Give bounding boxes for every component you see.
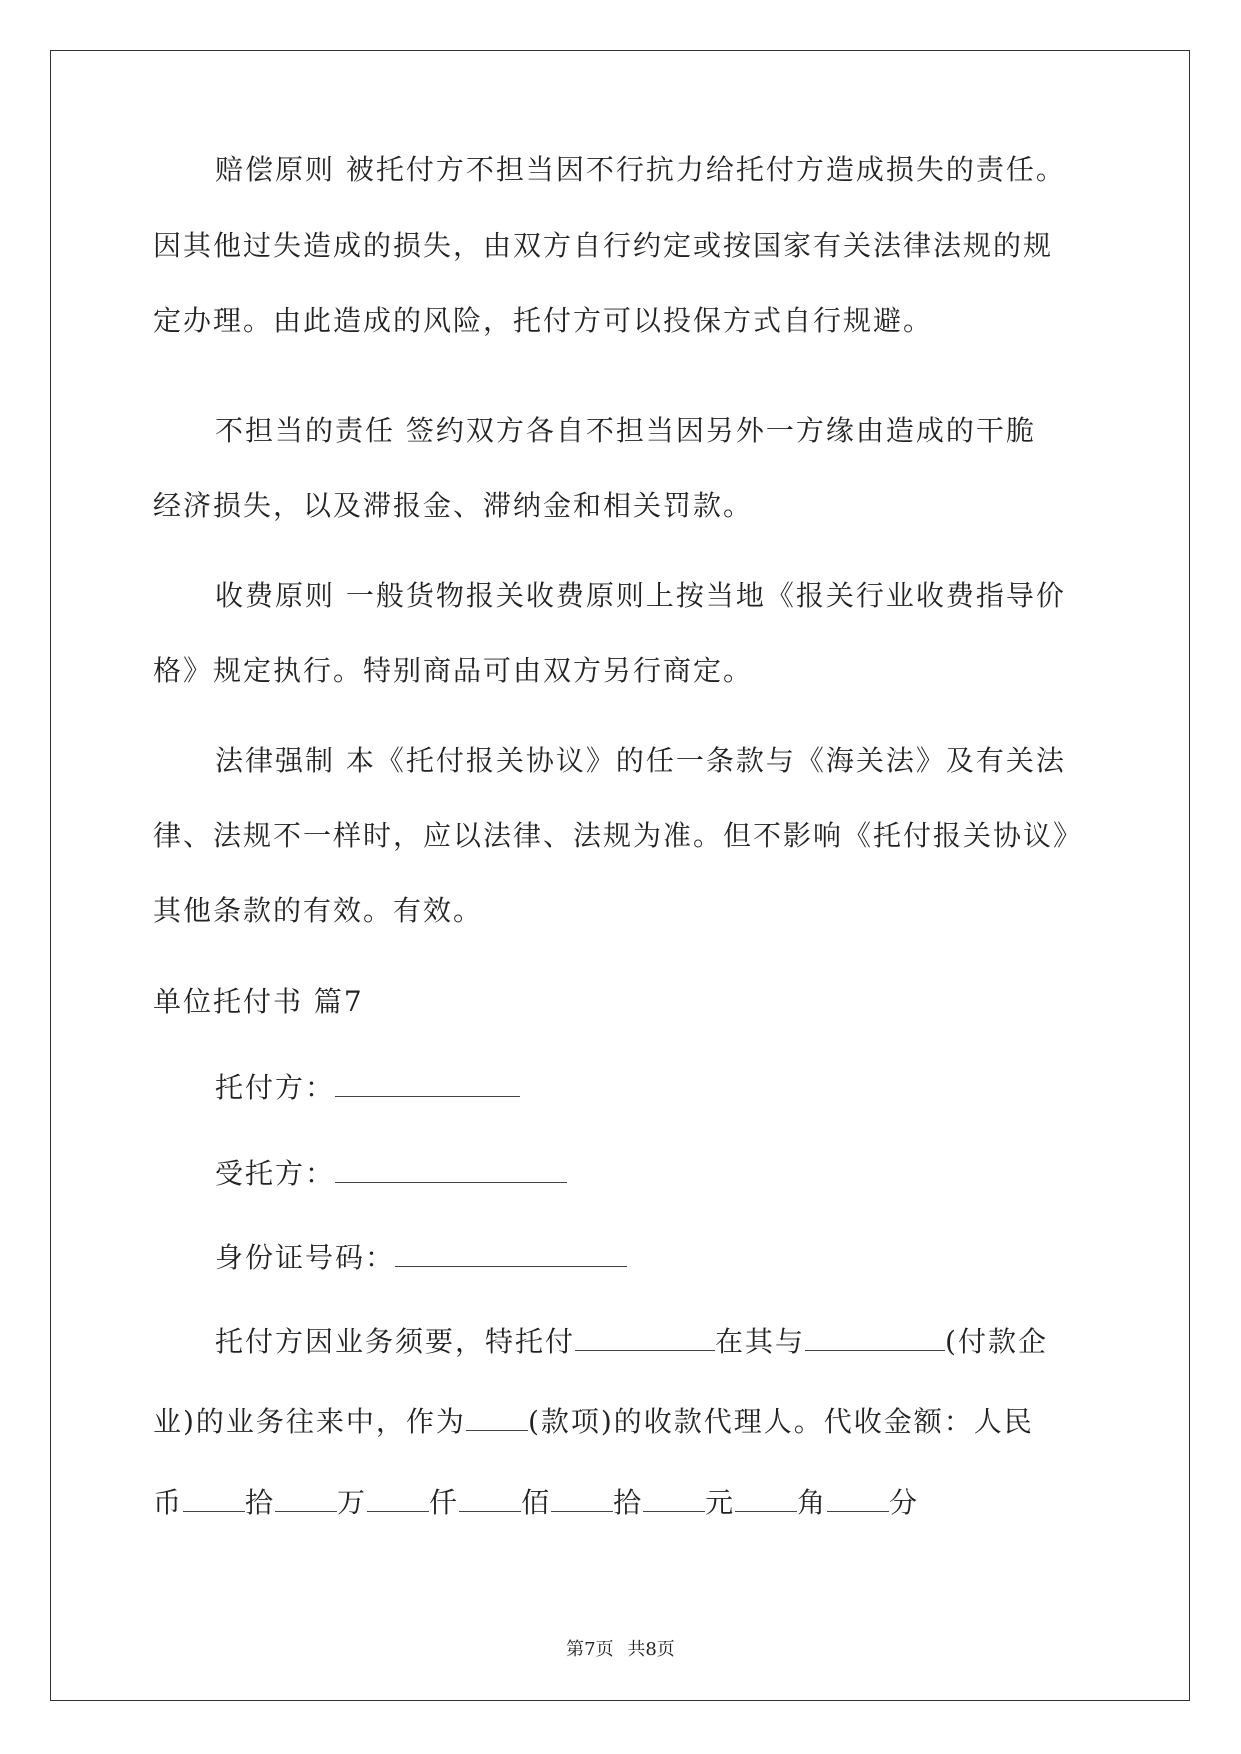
body-text: 在其与 <box>715 1325 806 1358</box>
text-line: 收费原则 一般货物报关收费原则上按当地《报关行业收费指导价 <box>215 579 1066 612</box>
unit-label: 拾 <box>245 1486 276 1519</box>
amount-blank <box>183 1481 245 1512</box>
trustee-field <box>215 1152 567 1194</box>
unit-label: 元 <box>705 1486 736 1519</box>
amount-blank <box>643 1481 705 1512</box>
id-number-label: 身份证号码： <box>215 1241 396 1274</box>
unit-label: 佰 <box>521 1486 552 1519</box>
text-line: 因其他过失造成的损失，由双方自行约定或按国家有关法律法规的规 <box>153 229 1054 262</box>
amount-blank <box>551 1481 613 1512</box>
trustee-label: 受托方： <box>215 1157 336 1190</box>
text-line: 格》规定执行。特别商品可由双方另行商定。 <box>153 654 754 687</box>
section-title: 单位托付书 篇7 <box>153 985 364 1018</box>
id-number-field <box>215 1236 627 1278</box>
body-text: (付款企 <box>945 1325 1048 1358</box>
page-border <box>50 50 1190 1701</box>
text-line: 经济损失，以及滞报金、滞纳金和相关罚款。 <box>153 489 754 522</box>
body-line-2 <box>153 1400 1034 1442</box>
entruster-label: 托付方： <box>215 1071 336 1104</box>
text-line: 赔偿原则 被托付方不担当因不行抗力给托付方造成损失的责任。 <box>215 153 1066 186</box>
body-text: (款项)的收款代理人。代收金额：人民 <box>527 1405 1034 1438</box>
unit-label: 分 <box>889 1486 920 1519</box>
body-line-3-amount <box>153 1481 919 1523</box>
text-line: 法律强制 本《托付报关协议》的任一条款与《海关法》及有关法 <box>215 744 1066 777</box>
body-text: 托付方因业务须要，特托付 <box>215 1325 576 1358</box>
body-text: 业)的业务往来中，作为 <box>153 1405 466 1438</box>
trustee-blank <box>335 1152 567 1183</box>
amount-blank <box>459 1481 521 1512</box>
amount-blank <box>275 1481 337 1512</box>
text-line: 不担当的责任 签约双方各自不担当因另外一方缘由造成的干脆 <box>215 414 1036 447</box>
page-number: 第7页 <box>566 1639 614 1660</box>
entruster-field <box>215 1066 520 1108</box>
amount-blank <box>827 1481 889 1512</box>
unit-label: 币 <box>153 1486 184 1519</box>
entruster-blank <box>335 1066 520 1097</box>
unit-label: 拾 <box>613 1486 644 1519</box>
unit-label: 万 <box>337 1486 368 1519</box>
payer-blank <box>805 1320 945 1351</box>
unit-label: 仟 <box>429 1486 460 1519</box>
amount-blank <box>735 1481 797 1512</box>
unit-label: 角 <box>797 1486 828 1519</box>
page-total: 共8页 <box>627 1639 675 1660</box>
id-number-blank <box>395 1236 627 1267</box>
payment-item-blank <box>466 1400 528 1431</box>
agent-blank <box>575 1320 715 1351</box>
text-line: 定办理。由此造成的风险，托付方可以投保方式自行规避。 <box>153 304 934 337</box>
text-line: 其他条款的有效。有效。 <box>153 894 484 927</box>
text-line: 律、法规不一样时，应以法律、法规为准。但不影响《托付报关协议》 <box>153 819 1084 852</box>
body-line-1 <box>215 1320 1048 1362</box>
amount-blank <box>367 1481 429 1512</box>
page-footer <box>0 1638 1241 1662</box>
